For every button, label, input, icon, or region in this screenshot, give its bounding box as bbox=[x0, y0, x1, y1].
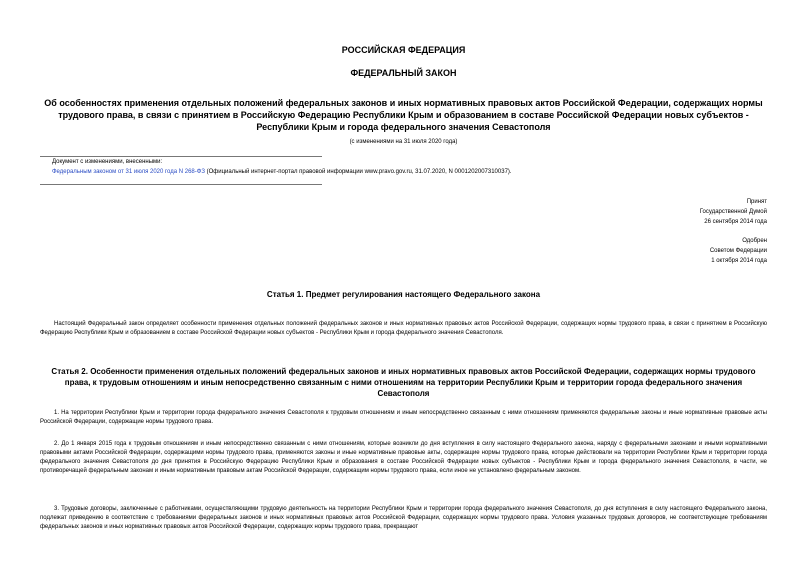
article-2-paragraph-1: 1. На территории Республики Крым и территории города федерального значения Севастополя к трудовым отношениям и иным непосредственно связанным с ними отношениям применяются федеральные законы и иные нормативные правовые акты Российской Федерации, содержащие нормы трудового права. bbox=[40, 410, 767, 425]
article-2-paragraph-3: 3. Трудовые договоры, заключенные с работниками, осуществляющими трудовую деятельность на территории Республики Крым и территории города федерального значения Севастополя, до дня вступления в силу настоящего Федерального закона, подлежат приведению в соответствие с требованиями федеральных законов и иных нормативных правовых актов Российской Федерации, содержащих нормы трудового права. Условия указанных трудовых договоров, не соответствующие требованиям федеральных законов и иных нормативных правовых актов Российской Федерации, содержащих нормы трудового права, прекращают bbox=[40, 506, 767, 530]
law-title: Об особенностях применения отдельных положений федеральных законов и иных нормативных правовых актов Российской Федерации, содержащих нормы трудового права, в связи с принятием в Российскую Федерацию Республики Крым и образованием в составе Российской Федерации новых субъектов - Республики Крым и города федерального значения Севастополя bbox=[44, 98, 763, 132]
changes-note: (с изменениями на 31 июля 2020 года) bbox=[349, 139, 458, 145]
article-2-heading: Статья 2. Особенности применения отдельных положений федеральных законов и иных нормативных правовых актов Российской Федерации, содержащих нормы трудового права, к трудовым отношениям и иным непосредственно связанным с ними отношениям на территории Республики Крым и территории города федерального значения Севастополя bbox=[51, 367, 756, 398]
amendments-label: Документ с изменениями, внесенными: bbox=[52, 159, 163, 165]
council-approval bbox=[710, 236, 767, 266]
article-2-paragraph-2: 2. До 1 января 2015 года к трудовым отношениям и иным непосредственно связанным с ними отношениям, которые возникли до дня вступления в силу настоящего Федерального закона, наряду с федеральными законами и иными нормативными правовыми актами Российской Федерации, содержащими нормы трудового права, применяются законы и иные нормативные правовые акты, содержащие нормы трудового права, которые действовали на территории Республики Крым и территории города федерального значения Севастополя до дня принятия в Российскую Федерацию Республики Крым и образования в составе Российской Федерации новых субъектов - Республики Крым и города федерального значения Севастополя, в части, не противоречащей федеральным законам и иным нормативным правовым актам Российской Федерации, содержащим нормы трудового права, если иное не установлено федеральным законом. bbox=[40, 441, 767, 474]
amendments-body bbox=[52, 169, 512, 175]
council-approval-line: Одобрен bbox=[742, 238, 767, 244]
duma-adoption-line: Государственной Думой bbox=[699, 209, 767, 215]
duma-adoption-date: 26 сентября 2014 года bbox=[704, 219, 767, 225]
divider-top bbox=[40, 156, 322, 157]
divider-bottom bbox=[40, 184, 322, 185]
law-type-heading: ФЕДЕРАЛЬНЫЙ ЗАКОН bbox=[350, 68, 457, 78]
article-1-text: Настоящий Федеральный закон определяет особенности применения отдельных положений федеральных законов и иных нормативных правовых актов Российской Федерации, содержащих нормы трудового права, в связи с принятием в Российскую Федерацию Республики Крым и образованием в составе Российской Федерации новых субъектов - Республики Крым и города федерального значения Севастополя. bbox=[40, 321, 767, 336]
amendment-law-link[interactable]: Федеральным законом от 31 июля 2020 года N 268-ФЗ bbox=[52, 169, 205, 175]
amendment-source: (Официальный интернет-портал правовой информации www.pravo.gov.ru, 31.07.2020, N 0001202007310037). bbox=[204, 169, 512, 175]
article-1-heading: Статья 1. Предмет регулирования настоящего Федерального закона bbox=[266, 290, 541, 299]
duma-adoption bbox=[700, 197, 767, 227]
duma-adoption-line: Принят bbox=[746, 199, 767, 205]
council-approval-line: Советом Федерации bbox=[709, 248, 767, 254]
council-approval-date: 1 октября 2014 года bbox=[711, 258, 767, 264]
federation-heading: РОССИЙСКАЯ ФЕДЕРАЦИЯ bbox=[341, 45, 466, 55]
